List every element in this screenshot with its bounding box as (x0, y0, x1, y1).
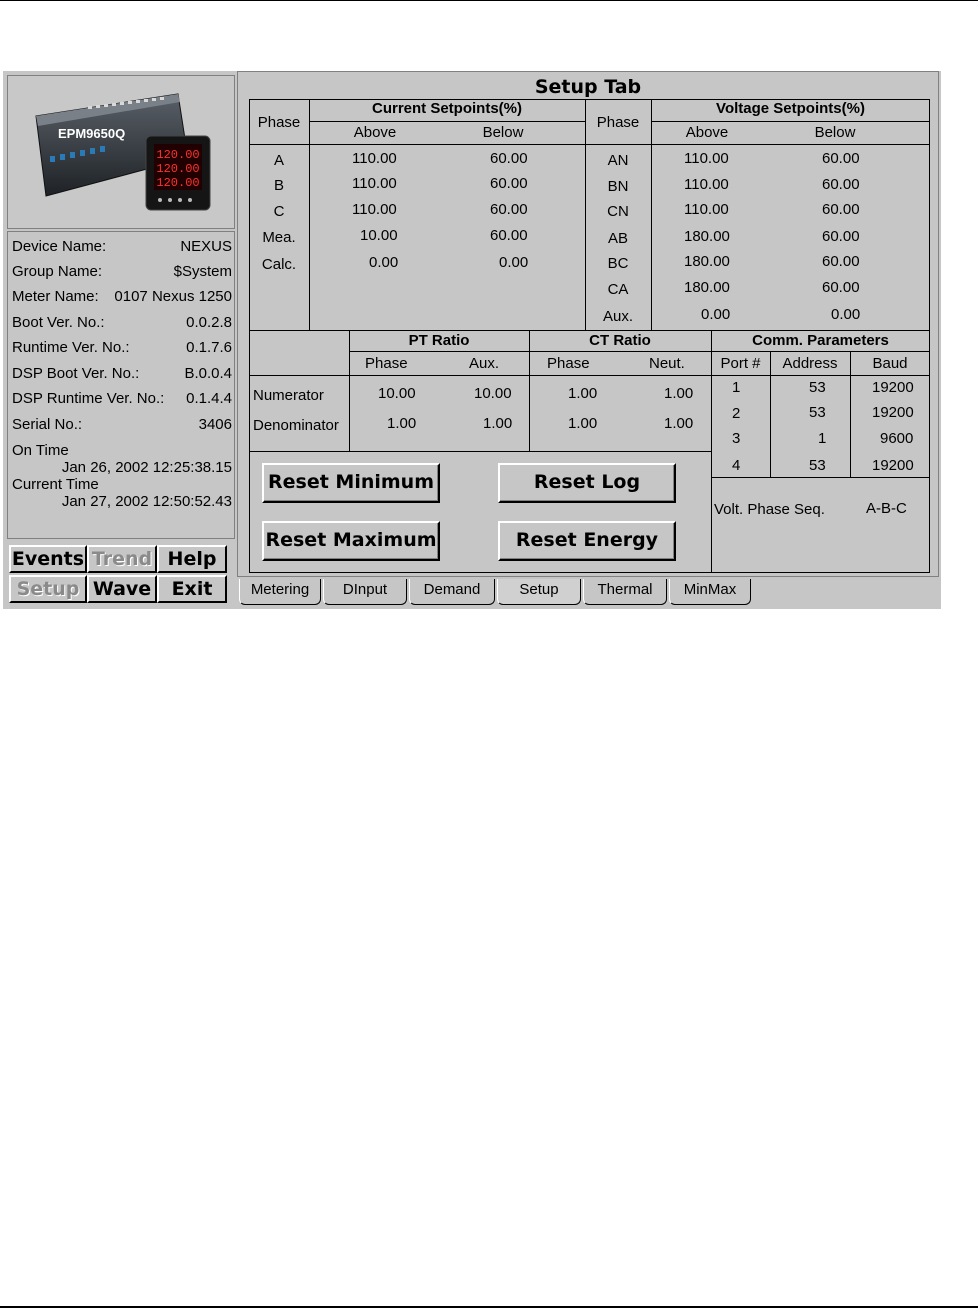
tab-demand[interactable]: Demand (409, 579, 495, 605)
app-window (3, 71, 941, 609)
numerator-label: Numerator (253, 387, 324, 404)
current-row-below: 60.00 (490, 150, 528, 167)
comm-address: 53 (809, 457, 826, 474)
voltage-row-phase: Aux. (602, 308, 633, 325)
runtime-ver-row (12, 339, 232, 359)
current-row-below: 60.00 (490, 227, 528, 244)
tab-metering[interactable]: Metering (239, 579, 321, 605)
current-row-phase: B (273, 177, 284, 194)
voltage-row-below: 60.00 (822, 176, 860, 193)
current-row-above: 110.00 (352, 175, 397, 192)
voltage-below-header: Below (814, 124, 856, 141)
numerator-ct-neut: 1.00 (664, 385, 694, 402)
tab-thermal[interactable]: Thermal (583, 579, 667, 605)
device-info-panel (7, 231, 235, 539)
serial-value: 3406 (198, 416, 232, 433)
voltage-row-below: 60.00 (822, 279, 860, 296)
denominator-pt-phase: 1.00 (387, 415, 417, 432)
voltage-row-below: 60.00 (822, 253, 860, 270)
ct-neut-header: Neut. (649, 355, 685, 372)
device-name-label: Device Name: (12, 238, 107, 255)
numerator-ct-phase: 1.00 (568, 385, 598, 402)
device-model-label: EPM9650Q (58, 126, 126, 141)
current-row-below: 60.00 (490, 175, 528, 192)
serial-row (12, 416, 232, 436)
device-photo-frame (7, 75, 235, 229)
current-time-label: Current Time (12, 476, 99, 493)
voltage-row-above: 110.00 (684, 201, 729, 218)
setup-panel (237, 71, 939, 577)
volt-phase-seq-label: Volt. Phase Seq. (714, 501, 825, 518)
address-header: Address (782, 355, 838, 372)
denominator-label: Denominator (253, 417, 339, 434)
baud-header: Baud (872, 355, 908, 372)
runtime-ver-value: 0.1.7.6 (186, 339, 232, 356)
pt-aux-header: Aux. (469, 355, 500, 372)
voltage-row-above: 180.00 (684, 228, 730, 245)
tab-dinput[interactable]: DInput (323, 579, 407, 605)
comm-port: 4 (732, 457, 741, 474)
current-row-below: 0.00 (499, 254, 529, 271)
voltage-row-below: 60.00 (822, 228, 860, 245)
meter-name-row (12, 288, 232, 308)
reset-log-button[interactable]: Reset Log (498, 463, 676, 503)
comm-address: 53 (809, 404, 826, 421)
device-name-value: NEXUS (180, 238, 232, 255)
denominator-ct-neut: 1.00 (664, 415, 694, 432)
pt-phase-header: Phase (365, 355, 408, 372)
tab-minmax[interactable]: MinMax (669, 579, 751, 605)
dsp-boot-value: B.0.0.4 (184, 365, 232, 382)
voltage-row-above: 180.00 (684, 279, 730, 296)
tab-setup[interactable]: Setup (497, 579, 581, 605)
voltage-row-phase: AN (607, 152, 629, 169)
current-row-phase: C (273, 203, 285, 220)
boot-ver-label: Boot Ver. No.: (12, 314, 105, 331)
current-row-above: 110.00 (352, 150, 397, 167)
numerator-pt-phase: 10.00 (378, 385, 416, 402)
voltage-row-phase: BC (607, 255, 629, 272)
current-setpoints-header: Current Setpoints(%) (372, 100, 522, 117)
voltage-row-phase: CN (607, 203, 629, 220)
dsp-runtime-row (12, 390, 232, 410)
voltage-row-below: 60.00 (822, 201, 860, 218)
denominator-ct-phase: 1.00 (568, 415, 598, 432)
group-name-label: Group Name: (12, 263, 103, 280)
voltage-phase-header: Phase (596, 114, 640, 131)
voltage-row-above: 180.00 (684, 253, 730, 270)
voltage-row-above: 0.00 (701, 306, 731, 323)
numerator-pt-aux: 10.00 (474, 385, 512, 402)
voltage-row-above: 110.00 (684, 150, 729, 167)
current-phase-header: Phase (257, 114, 301, 131)
voltage-above-header: Above (685, 124, 729, 141)
group-name-value: $System (173, 263, 232, 280)
current-row-above: 110.00 (352, 201, 397, 218)
reset-energy-button[interactable]: Reset Energy (498, 521, 676, 561)
pt-ratio-header: PT Ratio (408, 332, 470, 349)
dsp-boot-label: DSP Boot Ver. No.: (12, 365, 140, 382)
current-row-phase: Mea. (262, 229, 296, 246)
ct-ratio-header: CT Ratio (589, 332, 651, 349)
runtime-ver-label: Runtime Ver. No.: (12, 339, 130, 356)
voltage-row-phase: BN (607, 178, 629, 195)
current-above-header: Above (353, 124, 397, 141)
current-row-phase: Calc. (261, 256, 297, 273)
exit-button[interactable]: Exit (157, 575, 227, 603)
boot-ver-value: 0.0.2.8 (186, 314, 232, 331)
display-reading-3: 120.00 (156, 176, 200, 190)
setup-title: Setup Tab (534, 76, 642, 98)
voltage-row-phase: AB (607, 230, 628, 247)
voltage-setpoints-header: Voltage Setpoints(%) (716, 100, 865, 117)
on-time-label: On Time (12, 442, 69, 459)
setup-button[interactable]: Setup (9, 575, 87, 603)
page-bottom-rule (0, 1306, 978, 1308)
denominator-pt-aux: 1.00 (483, 415, 513, 432)
reset-minimum-button[interactable]: Reset Minimum (262, 463, 440, 503)
volt-phase-seq-value: A-B-C (866, 500, 907, 517)
comm-port: 2 (732, 405, 741, 422)
comm-baud: 19200 (872, 379, 914, 396)
voltage-row-phase: CA (607, 281, 629, 298)
page-top-rule (0, 0, 978, 1)
help-button[interactable]: Help (157, 545, 227, 573)
display-reading-1: 120.00 (156, 148, 200, 162)
comm-port: 3 (732, 430, 741, 447)
voltage-row-above: 110.00 (684, 176, 729, 193)
comm-baud: 19200 (872, 404, 914, 421)
dsp-runtime-label: DSP Runtime Ver. No.: (12, 390, 165, 407)
current-below-header: Below (482, 124, 524, 141)
comm-address: 53 (809, 379, 826, 396)
current-row-above: 0.00 (369, 254, 399, 271)
ct-phase-header: Phase (547, 355, 590, 372)
voltage-row-below: 60.00 (822, 150, 860, 167)
meter-name-value: 0107 Nexus 1250 (114, 288, 232, 305)
current-row-above: 10.00 (360, 227, 398, 244)
events-button[interactable]: Events (9, 545, 87, 573)
voltage-row-below: 0.00 (831, 306, 861, 323)
trend-button[interactable]: Trend (87, 545, 157, 573)
port-header: Port # (720, 355, 761, 372)
comm-baud: 9600 (880, 430, 914, 447)
wave-button[interactable]: Wave (87, 575, 157, 603)
comm-address: 1 (818, 430, 827, 447)
comm-baud: 19200 (872, 457, 914, 474)
device-name-row (12, 238, 232, 258)
device-image (28, 86, 218, 214)
dsp-runtime-value: 0.1.4.4 (186, 390, 232, 407)
comm-port: 1 (732, 379, 741, 396)
current-row-phase: A (273, 152, 284, 169)
current-time-value: Jan 27, 2002 12:50:52.43 (61, 493, 232, 510)
display-reading-2: 120.00 (156, 162, 200, 176)
reset-maximum-button[interactable]: Reset Maximum (262, 521, 440, 561)
meter-name-label: Meter Name: (12, 288, 99, 305)
dsp-boot-row (12, 365, 232, 385)
serial-label: Serial No.: (12, 416, 83, 433)
comm-parameters-header: Comm. Parameters (752, 332, 889, 349)
current-row-below: 60.00 (490, 201, 528, 218)
group-name-row (12, 263, 232, 283)
boot-ver-row (12, 314, 232, 334)
on-time-value: Jan 26, 2002 12:25:38.15 (61, 459, 232, 476)
